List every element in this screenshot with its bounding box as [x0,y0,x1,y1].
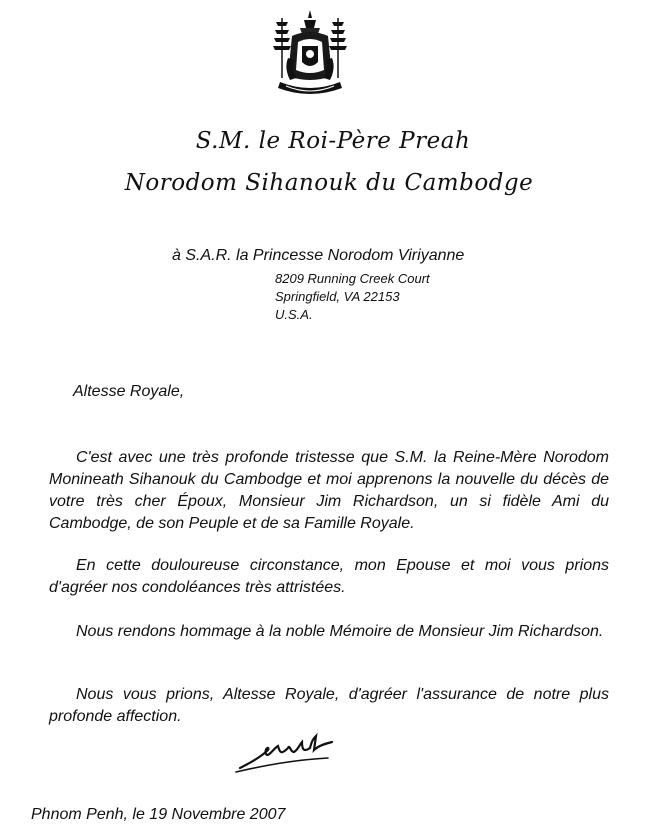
sender-name: Norodom Sihanouk du Cambodge [124,170,534,196]
place-date: Phnom Penh, le 19 Novembre 2007 [31,806,286,823]
paragraph-homage: Nous rendons hommage à la noble Mémoire de Monsieur Jim Richardson. [76,623,604,640]
handwritten-signature [232,732,342,774]
recipient-country: U.S.A. [275,307,313,322]
paragraph-condolence: C'est avec une très profonde tristesse que S.M. la Reine-Mère Norodom Monineath Sihanouk du Cambodge et moi apprenons la nouvelle du décès de votre très cher Époux, Monsieur Jim Richardson, un si fidèle Ami du Cambodge, de son Peuple et de sa Famille Royale. [49,449,609,532]
paragraph-closing: Nous vous prions, Altesse Royale, d'agréer l'assurance de notre plus profonde affection. [49,686,609,725]
salutation: Altesse Royale, [73,383,185,400]
recipient-city: Springfield, VA 22153 [275,289,400,304]
recipient-name: à S.A.R. la Princesse Norodom Viriyanne [172,247,465,264]
royal-coat-of-arms-icon [268,8,352,102]
paragraph-circumstance: En cette douloureuse circonstance, mon Epouse et moi vous prions d'agréer nos condoléances très attristées. [49,557,609,596]
sender-title: S.M. le Roi-Père Preah [195,128,471,154]
recipient-street: 8209 Running Creek Court [275,271,430,286]
